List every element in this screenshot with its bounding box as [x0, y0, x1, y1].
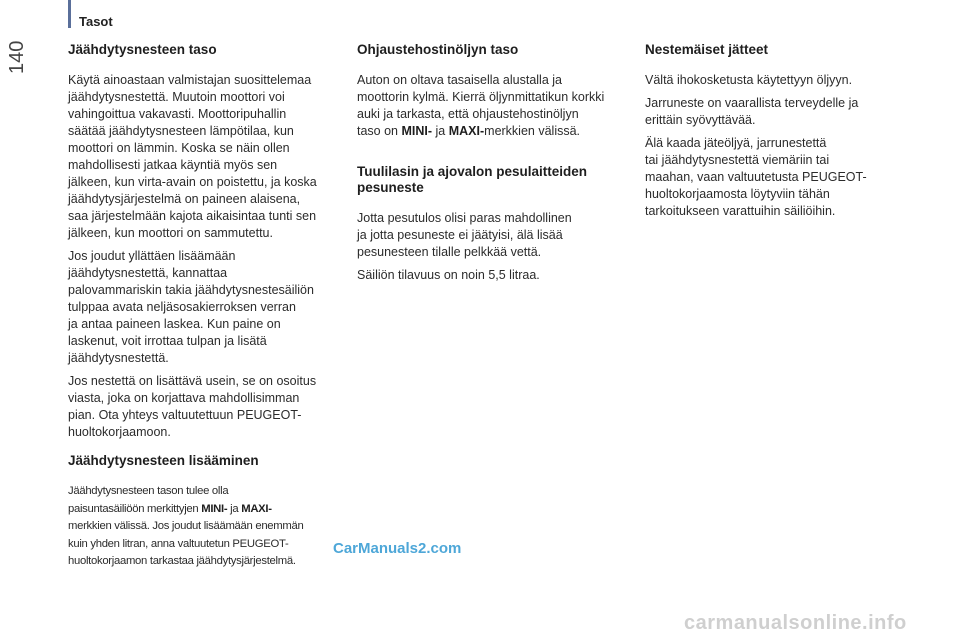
paragraph-waste-2: Jarruneste on vaarallista terveydelle ja erittäin syövyttävää.	[645, 96, 859, 127]
paragraph-power-steering: Auton on oltava tasaisella alustalla ja moottorin kylmä. Kierrä öljynmittatikun korkki auki ja tarkasta, että ohjaustehostinöljyn taso on MINI- ja MAXI-merkkien välissä.	[357, 73, 605, 138]
paragraph-coolant-2: Jos joudut yllättäen lisäämään jäähdytysnestettä, kannattaa palovammariskin takia jäähdytysnestesäiliön tulppaa avata neljäsosakierroksen verran ja antaa paineen laskea. Kun paine on laskenut, voit irrottaa tulpan ja lisätä jäähdytysnestettä.	[68, 249, 314, 365]
watermark-carmanuals: CarManuals2.com	[333, 540, 462, 557]
heading-power-steering: Ohjaustehostinöljyn taso	[357, 42, 519, 57]
heading-coolant-level: Jäähdytysnesteen taso	[68, 42, 217, 57]
heading-waste-fluids: Nestemäiset jätteet	[645, 42, 769, 57]
paragraph-washer-fluid: Jotta pesutulos olisi paras mahdollinen ja jotta pesuneste ei jäätyisi, älä lisää pesunesteen tilalle pelkkää vettä.	[357, 211, 572, 259]
watermark-online: carmanualsonline.info	[684, 612, 907, 634]
section-label: Tasot	[79, 14, 113, 29]
section-bar	[68, 0, 71, 28]
paragraph-waste-1: Vältä ihokosketusta käytettyyn öljyyn.	[645, 73, 853, 87]
paragraph-coolant-3: Jos nestettä on lisättävä usein, se on osoitus viasta, joka on korjattava mahdollisimman pian. Ota yhteys valtuutettuun PEUGEOT- huoltokorjaamoon.	[68, 374, 317, 439]
heading-washer-fluid: Tuulilasin ja ajovalon pesulaitteiden pesuneste	[357, 164, 588, 195]
column-steering-washer	[357, 42, 632, 290]
column-waste-fluids	[645, 42, 895, 226]
paragraph-washer-capacity: Säiliön tilavuus on noin 5,5 litraa.	[357, 268, 540, 282]
paragraph-coolant-1: Käytä ainoastaan valmistajan suosittelemaa jäähdytysnestettä. Muutoin moottori voi vahingoittua vakavasti. Moottoripuhallin säätää jäähdytysnesteen lämpötilaa, kun moottori on lämmin. Koska se näin ollen mahdollisesti jatkaa käyntiä myös sen jälkeen, kun virta-avain on poistettu, ja koska jäähdytysjärjestelmä on paineen alaisena, saa järjestelmään kajota aikaisintaa tunti sen jälkeen, kun moottori on sammutettu.	[68, 73, 317, 240]
heading-coolant-topup: Jäähdytysnesteen lisääminen	[68, 453, 259, 468]
paragraph-coolant-topup: Jäähdytysnesteen tason tulee olla paisuntasäiliöön merkittyjen MINI- ja MAXI- merkkien välissä. Jos joudut lisäämään enemmän kuin yhden litran, anna valtuutetun PEUGEOT- huoltokorjaamon tarkastaa jäähdytysjärjestelmä.	[68, 485, 304, 567]
column-coolant	[68, 42, 343, 577]
page-number: 140	[6, 40, 28, 74]
paragraph-waste-3: Älä kaada jäteöljyä, jarrunestettä tai jäähdytysnestettä viemäriin tai maahan, vaan valtuutetusta PEUGEOT- huoltokorjaamosta löytyviin tähän tarkoitukseen varattuihin säiliöihin.	[645, 136, 867, 218]
